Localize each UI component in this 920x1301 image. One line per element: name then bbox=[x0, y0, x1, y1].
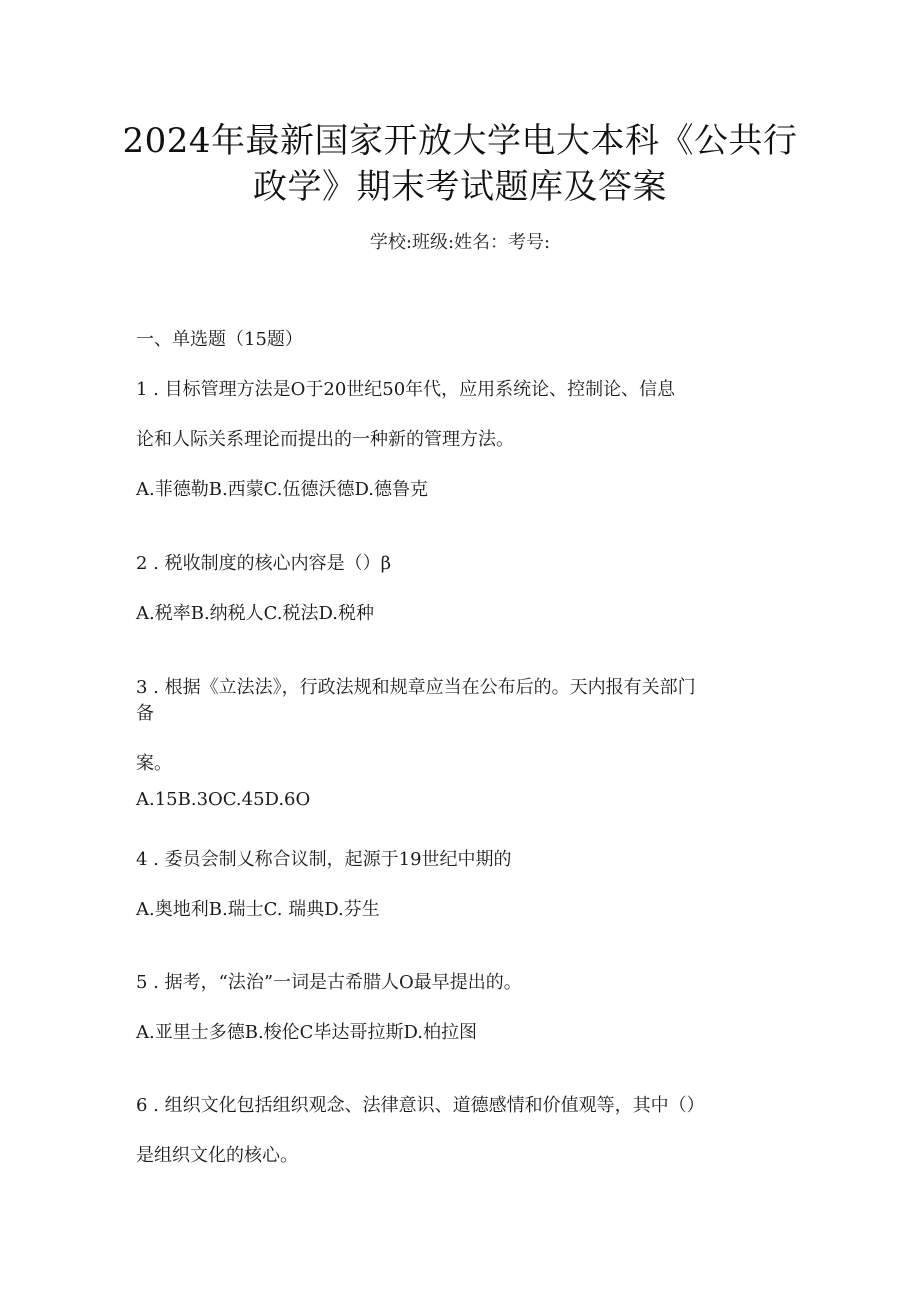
section-heading: 一、单选题（15题） bbox=[136, 329, 303, 350]
question-5-text: 5 . 据考，“法治”一词是古希腊人O最早提出的。 bbox=[136, 972, 522, 993]
question-1-text-line-1: 1 . 目标管理方法是O于20世纪50年代，应用系统论、控制论、信息 bbox=[136, 379, 676, 400]
question-1-options: A.菲德勒B.西蒙C.伍德沃德D.德鲁克 bbox=[136, 479, 429, 500]
document-title-line-1: 2024年最新国家开放大学电大本科《公共行 bbox=[122, 121, 798, 161]
question-4-text: 4 . 委员会制乂称合议制，起源于19世纪中期的 bbox=[136, 849, 512, 870]
question-6-text-line-2: 是组织文化的核心。 bbox=[136, 1145, 298, 1166]
question-5-options: A.亚里士多德B.梭伦C毕达哥拉斯D.柏拉图 bbox=[136, 1022, 477, 1043]
question-3-text-line-2: 备 bbox=[136, 703, 154, 724]
question-2-options: A.税率B.纳税人C.税法D.税种 bbox=[136, 603, 375, 624]
question-3-text-line-1: 3 . 根据《立法法》，行政法规和规章应当在公布后的。天内报有关部门 bbox=[136, 677, 696, 698]
question-6-text-line-1: 6 . 组织文化包括组织观念、法律意识、道德感情和价值观等，其中（） bbox=[136, 1095, 705, 1116]
question-2-text: 2 . 税收制度的核心内容是（）β bbox=[136, 553, 392, 574]
student-info-line: 学校:班级:姓名：考号: bbox=[369, 232, 551, 253]
question-3-text-line-3: 案。 bbox=[136, 753, 172, 774]
question-4-options: A.奥地利B.瑞士C. 瑞典D.芬生 bbox=[136, 899, 380, 920]
question-1-text-line-2: 论和人际关系理论而提出的一种新的管理方法。 bbox=[136, 429, 514, 450]
document-title-line-2: 政学》期末考试题库及答案 bbox=[253, 167, 667, 207]
question-3-options: A.15B.3OC.45D.6O bbox=[136, 789, 311, 810]
